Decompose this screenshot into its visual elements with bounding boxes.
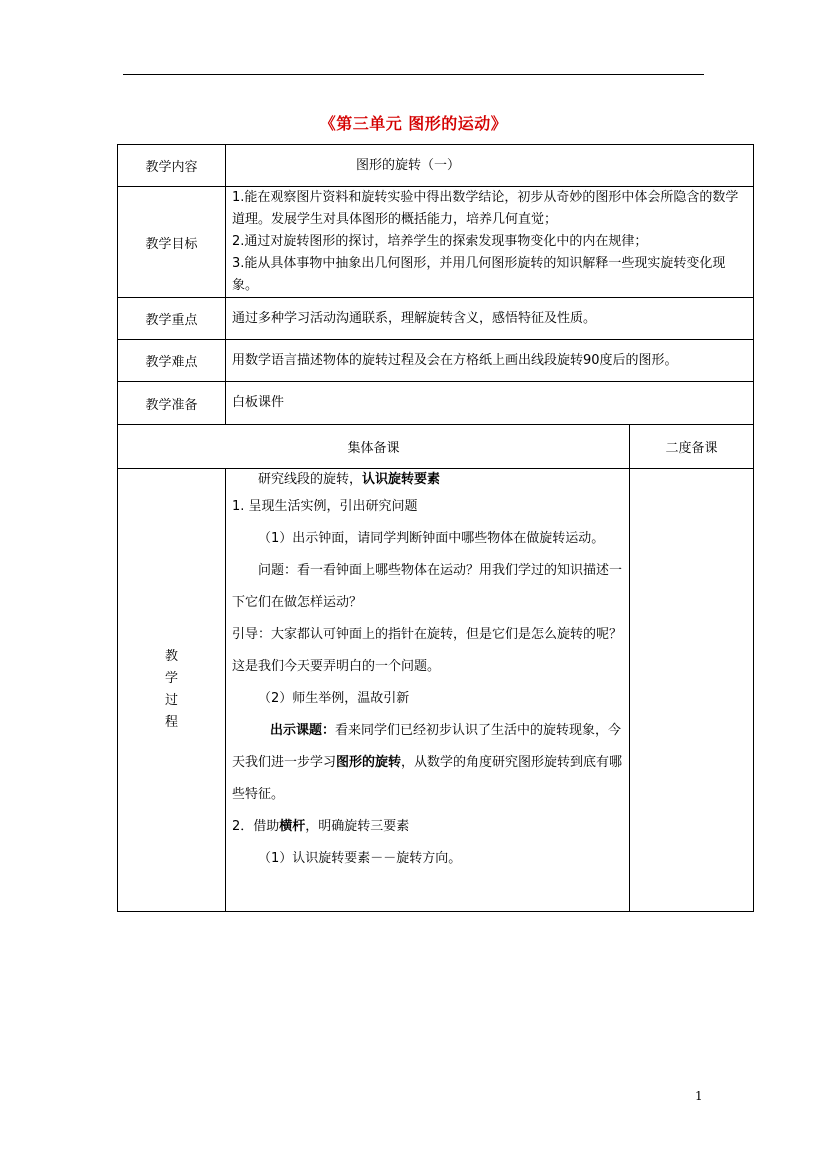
p7-text-b: 看来同学们已经初步认识了生活中的旋转现象，今天我们进一步学习 [232, 723, 622, 770]
p7-text-d: ，从数学的角度研究图形旋转到底有哪些特征。 [232, 755, 623, 802]
process-char-2: 学 [164, 671, 178, 686]
page-number: 1 [695, 1089, 703, 1103]
label-content: 教学内容 [118, 145, 226, 187]
label-goals: 教学目标 [118, 187, 226, 298]
second-prep-content [630, 469, 754, 912]
header-second: 二度备课 [630, 425, 754, 469]
p8-text-a: 2．借助 [232, 819, 280, 834]
row-key [118, 298, 754, 340]
header-collective: 集体备课 [118, 425, 630, 469]
row-prep [118, 382, 754, 425]
p7-bold-a: 出示课题： [270, 723, 336, 738]
process-p1 [232, 469, 623, 491]
p7-bold-c: 图形的旋转 [336, 755, 402, 770]
label-difficult: 教学难点 [118, 340, 226, 382]
value-difficult: 用数学语言描述物体的旋转过程及会在方格纸上画出线段旋转90度后的图形。 [226, 340, 754, 382]
process-p8 [232, 811, 623, 843]
row-difficult [118, 340, 754, 382]
process-p7 [232, 715, 623, 811]
p1-text: 研究线段的旋转， [258, 472, 363, 487]
goal-3: 3.能从具体事物中抽象出几何图形，并用几何图形旋转的知识解释一些现实旋转变化现象。 [232, 256, 726, 293]
document-title: 《第三单元 图形的运动》 [319, 114, 508, 133]
lesson-plan-table [117, 144, 754, 912]
label-key: 教学重点 [118, 298, 226, 340]
process-p2: 1. 呈现生活实例，引出研究问题 [232, 499, 418, 514]
goal-2: 2.通过对旋转图形的探讨，培养学生的探索发现事物变化中的内在规律； [232, 234, 648, 249]
row-prep-headers [118, 425, 754, 469]
value-key: 通过多种学习活动沟通联系，理解旋转含义，感悟特征及性质。 [226, 298, 754, 340]
process-p5: 引导：大家都认可钟面上的指针在旋转，但是它们是怎么旋转的呢？这是我们今天要弄明白的一个问题。 [232, 627, 623, 674]
header-rule [123, 74, 704, 75]
value-goals [226, 187, 754, 298]
value-content: 图形的旋转（一） [226, 145, 754, 187]
value-prep: 白板课件 [226, 382, 754, 425]
process-p9: （1）认识旋转要素－－旋转方向。 [258, 851, 462, 866]
process-content [226, 469, 630, 912]
row-process [118, 469, 754, 912]
process-p4: 问题：看一看钟面上哪些物体在运动？用我们学过的知识描述一下它们在做怎样运动？ [232, 563, 623, 610]
process-char-3: 过 [164, 693, 178, 708]
goal-1: 1.能在观察图片资料和旋转实验中得出数学结论，初步从奇妙的图形中体会所隐含的数学道理。发展学生对具体图形的概括能力，培养几何直觉； [232, 190, 739, 227]
label-process [118, 469, 226, 912]
process-p6: （2）师生举例，温故引新 [258, 691, 410, 706]
row-goals [118, 187, 754, 298]
label-prep: 教学准备 [118, 382, 226, 425]
p8-text-c: ，明确旋转三要素 [305, 819, 410, 834]
row-content [118, 145, 754, 187]
process-p3: （1）出示钟面，请同学判断钟面中哪些物体在做旋转运动。 [258, 531, 605, 546]
process-char-4: 程 [164, 715, 178, 730]
process-char-1: 教 [164, 649, 178, 664]
p8-bold-b: 横杆 [279, 819, 306, 834]
p1-bold: 认识旋转要素 [362, 472, 441, 487]
